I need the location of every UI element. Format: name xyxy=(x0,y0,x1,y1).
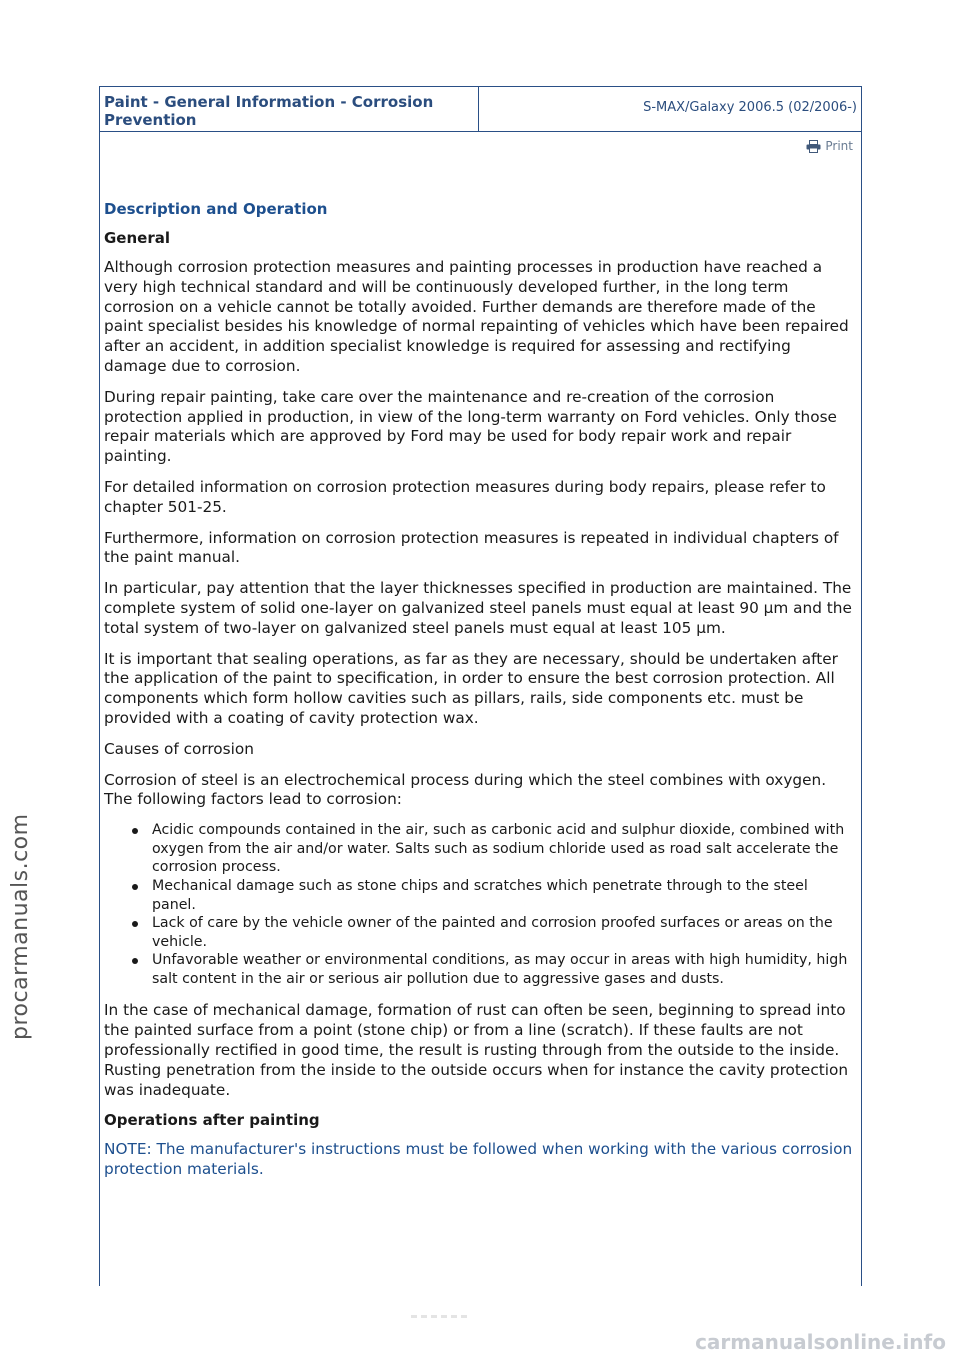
list-item: Unfavorable weather or environmental conditions, as may occur in areas with high humidity, high salt content in the air or serious air pollution due to aggressive gases and dusts. xyxy=(152,951,856,988)
header-table xyxy=(100,86,861,132)
document-body xyxy=(104,200,856,1191)
paragraph: Furthermore, information on corrosion protection measures is repeated in individual chapters of the paint manual. xyxy=(104,528,839,567)
note-text: NOTE: The manufacturer's instructions must be followed when working with the various corrosion protection materials. xyxy=(104,1140,853,1179)
section-title: Description and Operation xyxy=(104,200,328,218)
paragraph: Corrosion of steel is an electrochemical process during which the steel combines with oxygen. The following factors lead to corrosion: xyxy=(104,770,827,809)
page-number-faint xyxy=(411,1303,491,1309)
paragraph: Although corrosion protection measures and painting processes in production have reached a very high technical standard and will be continuously developed further, in the long term corrosion on a vehicle cannot be totally avoided. Further demands are therefore made of the paint specialist besides his knowledge of normal repainting of vehicles which have been repaired after an accident, in addition specialist knowledge is required for assessing and rectifying damage due to corrosion. xyxy=(104,258,849,375)
vehicle-model: S-MAX/Galaxy 2006.5 (02/2006-) xyxy=(643,100,857,115)
printer-icon xyxy=(806,140,821,153)
paragraph: During repair painting, take care over the maintenance and re-creation of the corrosion protection applied in production, in view of the long-term warranty on Ford vehicles. Only those repair materials which are approved by Ford may be used for body repair work and repair painting. xyxy=(104,387,837,466)
print-button[interactable] xyxy=(806,139,853,153)
causes-heading: Causes of corrosion xyxy=(104,739,254,758)
operations-heading: Operations after painting xyxy=(104,1111,320,1130)
list-item: Lack of care by the vehicle owner of the painted and corrosion proofed surfaces or areas on the vehicle. xyxy=(152,914,856,951)
general-heading: General xyxy=(104,229,170,247)
print-label: Print xyxy=(825,139,853,153)
paragraph: For detailed information on corrosion protection measures during body repairs, please refer to chapter 501-25. xyxy=(104,477,826,516)
side-watermark: procarmanuals.com xyxy=(8,813,33,1040)
list-item: Mechanical damage such as stone chips and scratches which penetrate through to the steel panel. xyxy=(152,877,856,914)
causes-list xyxy=(104,821,856,988)
paragraph: It is important that sealing operations, as far as they are necessary, should be undertaken after the application of the paint to specification, in order to ensure the best corrosion protection. All components which form hollow cavities such as pillars, rails, side components etc. must be provided with a coating of cavity protection wax. xyxy=(104,649,838,727)
paragraph: In particular, pay attention that the layer thicknesses specified in production are maintained. The complete system of solid one-layer on galvanized steel panels must equal at least 90 µm and the total system of two-layer on galvanized steel panels must equal at least 105 µm. xyxy=(104,579,852,637)
footer-watermark: carmanualsonline.info xyxy=(695,1330,946,1354)
paragraph: In the case of mechanical damage, formation of rust can often be seen, beginning to spread into the painted surface from a point (stone chip) or from a line (scratch). If these faults are not professionally rectified in good time, the result is rusting through from the outside to the inside. Rusting penetration from the inside to the outside occurs when for instance the cavity protection was inadequate. xyxy=(104,1001,849,1099)
page-title: Paint - General Information - Corrosion Prevention xyxy=(100,87,479,131)
document-frame xyxy=(99,86,862,1286)
list-item: Acidic compounds contained in the air, such as carbonic acid and sulphur dioxide, combined with oxygen from the air and/or water. Salts such as sodium chloride used as road salt accelerate the corrosion process. xyxy=(152,821,856,877)
